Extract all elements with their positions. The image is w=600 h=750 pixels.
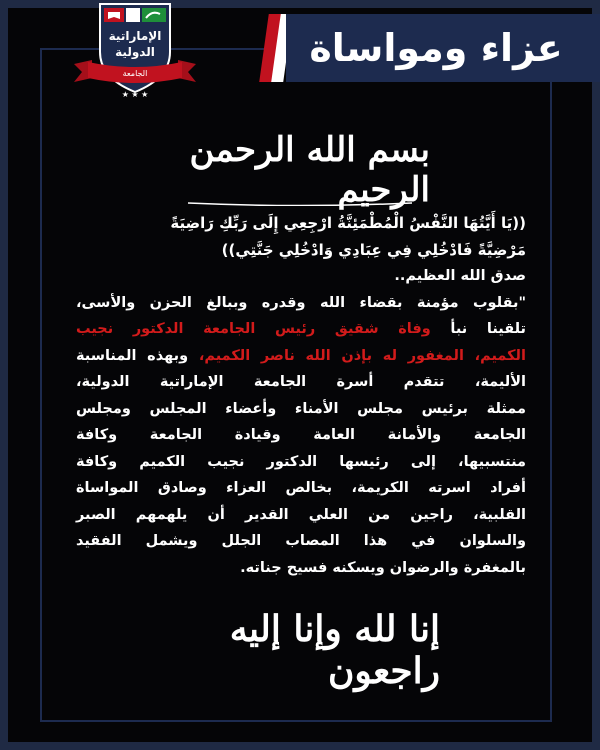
verse-closing: صدق الله العظيم.. [394,268,526,284]
message-line-9: القلبية، راجين من العلي القدير أن يلهمهم الصبر [76,506,526,523]
message-line-11: بالمغفرة والرضوان ويسكنه فسيح جناته. [240,559,526,576]
poster-title: عزاء ومواساة [309,26,563,70]
message-line-2 [76,316,526,343]
condolence-text [76,210,526,581]
university-logo [70,0,200,104]
message-line-4: الأليمة، تتقدم أسرة الجامعة الإماراتية الدولية، [76,374,526,390]
message-line-3 [76,343,526,370]
university-crest-icon [70,0,200,104]
message-line-8: أفراد اسرته الكريمة، بخالص العزاء وصادق المواساة [76,480,526,496]
message-line-3b: وبهذه المناسبة [76,347,199,364]
basmala-calligraphy: بسم الله الرحمن الرحيم [189,130,430,210]
message-line-3a-highlight: الكميم، المغفور له بإذن الله ناصر الكميم، [198,347,526,364]
logo-line1: الإماراتية [108,29,162,43]
basmala-underline [182,200,418,206]
message-line-6: الجامعة والأمانة العامة وقيادة الجامعة وكافة [76,427,526,443]
title-banner [264,6,600,86]
message-line-10: والسلوان في هذا المصاب الجلل ويشمل الفقيد [76,533,526,549]
logo-stars: ★ ★ ★ [121,90,149,99]
logo-line2: الدولية [115,45,155,59]
logo-ribbon: الجامعة [122,69,148,78]
message-line-1: "بقلوب مؤمنة بقضاء الله وقدره وببالغ الحزن والأسى، [76,294,526,311]
istirja-calligraphy: إنا لله وإنا إليه راجعون [229,608,440,692]
verse-line-1: ((يَا أَيَّتُهَا النَّفْسُ الْمُطْمَئِنَّةُ ارْجِعِي إِلَى رَبِّكِ رَاضِيَةً [170,214,526,232]
message-line-2a: تلقينا نبأ [430,321,526,337]
message-line-5: ممثلة برئيس مجلس الأمناء وأعضاء المجلس ومجلس [76,400,526,417]
verse-line-2: مَرْضِيَّةً فَادْخُلِي فِي عِبَادِي وَادْخُلِي جَنَّتِي)) [221,240,526,259]
message-line-2b-highlight: وفاة شقيق رئيس الجامعة الدكتور نجيب [76,321,431,337]
message-line-7: منتسبيها، إلى رئيسها الدكتور نجيب الكميم وكافة [76,453,526,470]
